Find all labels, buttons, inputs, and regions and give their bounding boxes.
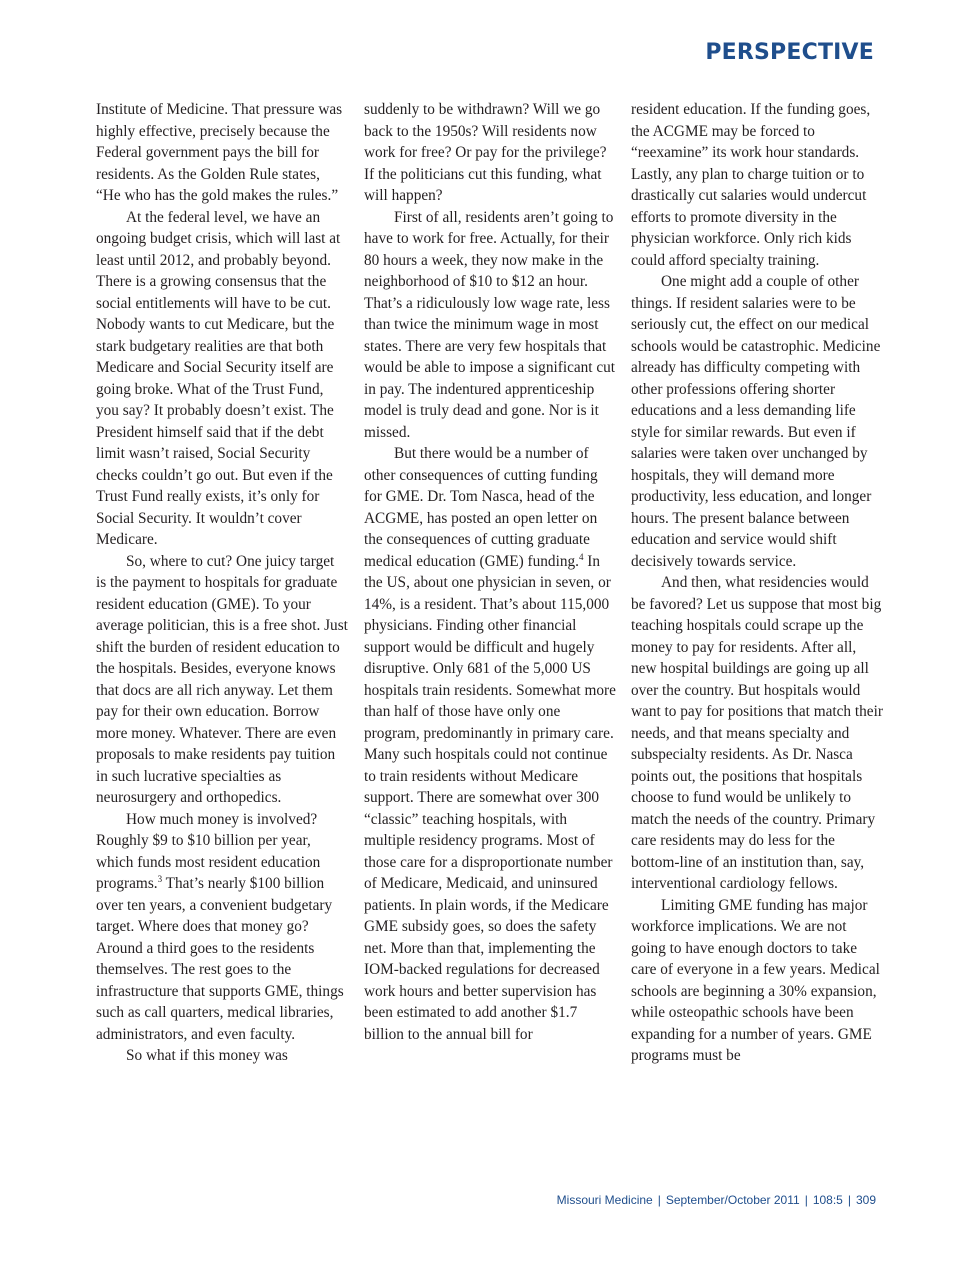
text-column-1 (96, 99, 348, 1067)
footer-volume: 108:5 (812, 1193, 843, 1207)
paragraph-text: In the US, about one physician in seven, or 14%, is a resident. That’s about 115,000 physicians. Finding other financial support would be difficult and hugely disruptive. Only 681 of the 5,000 US hospitals train residents. Somewhat more than half of those have only one program, predominantly in primary care. Many such hospitals could not continue to train residents without Medicare support. There are somewhat over 300 “classic” teaching hospitals, with multiple residency programs. Most of those care for a disproportionate number of Medicare, Medicaid, and uninsured patients. In plain words, if the Medicare GME subsidy goes, so does the safety net. More than that, implementing the IOM-backed regulations for decreased work hours and better supervision has been estimated to add another $1.7 billion to the annual bill for (364, 552, 616, 1043)
paragraph-text: How much money is involved? Roughly $9 to $10 billion per year, which funds most resident education programs. (96, 810, 321, 892)
section-header: PERSPECTIVE (705, 40, 874, 65)
paragraph: Institute of Medicine. That pressure was highly effective, precisely because the Federal government pays the bill for residents. As the Golden Rule states, “He who has the gold makes the rules.” (96, 101, 343, 204)
paragraph: So what if this money was (126, 1047, 288, 1064)
paragraph-text: But there would be a number of other consequences of cutting funding for GME. Dr. Tom Nasca, head of the ACGME, has posted an open letter on the consequences of cutting graduate medical education (GME) funding. (364, 445, 598, 570)
text-column-2 (364, 99, 616, 1045)
text-column-3 (631, 99, 883, 1067)
paragraph: suddenly to be withdrawn? Will we go back to the 1950s? Will residents now work for free? Or pay for the privilege? If the politicians cut this funding, what will happen? (364, 101, 607, 204)
citation-ref-3: 3 (157, 874, 163, 884)
citation-ref-4: 4 (578, 551, 584, 562)
paragraph (96, 809, 348, 1046)
paragraph: One might add a couple of other things. If resident salaries were to be seriously cut, the effect on our medical schools would be catastrophic. Medicine already has difficulty competing with other professions offering shorter educations and a less demanding life style for similar rewards. But even if salaries were taken over unchanged by hospitals, they will demand more productivity, less education, and longer hours. The present balance between education and service would shift decisively towards service. (631, 273, 881, 570)
paragraph: First of all, residents aren’t going to have to work for free. Actually, for their 80 hours a week, they now make in the neighborhood of $10 to $12 an hour. That’s a ridiculously low wage rate, less than twice the minimum wage in most states. There are very few hospitals that would be able to impose a significant cut in pay. The indentured apprenticeship model is truly dead and gone. Nor is it missed. (364, 208, 616, 441)
footer-issue: September/October 2011 (665, 1193, 800, 1207)
paragraph: resident education. If the funding goes, the ACGME may be forced to “reexamine” its work hour standards. Lastly, any plan to charge tuition or to drastically cut salaries would undercut efforts to promote diversity in the physician workforce. Only rich kids could afford specialty training. (631, 101, 871, 269)
footer-page-number: 309 (855, 1193, 876, 1207)
paragraph (364, 443, 616, 1045)
paragraph: At the federal level, we have an ongoing budget crisis, which will last at least until 2012, and probably beyond. There is a growing consensus that the social entitlements will have to be cut. Nobody wants to cut Medicare, but the stark budgetary realities are that both Medicare and Social Security itself are going broke. What of the Trust Fund, you say? It probably doesn’t exist. The President himself said that if the debt limit wasn’t raised, Social Security checks couldn’t go out. But even if the Trust Fund really exists, it’s only for Social Security. It wouldn’t cover Medicare. (96, 208, 341, 548)
paragraph: Limiting GME funding has major workforce implications. We are not going to have enough doctors to take care of everyone in a few years. Medical schools are beginning a 30% expansion, while osteopathic schools have been expanding for a number of years. GME programs must be (631, 896, 880, 1064)
footer-journal: Missouri Medicine (556, 1193, 653, 1207)
paragraph: And then, what residencies would be favored? Let us suppose that most big teaching hospitals could scrape up the money to pay for residents. After all, new hospital buildings are going up all over the country. But hospitals would want to pay for positions that match their needs, and that means specialty and subspecialty residents. As Dr. Nasca points out, the positions that hospitals choose to fund would be unlikely to match the needs of the country. Primary care residents may do less for the bottom-line of an institution than, say, interventional cardiology fellows. (631, 574, 883, 892)
paragraph-text: That’s nearly $100 billion over ten years, a convenient budgetary target. Where does that money go? Around a third goes to the residents themselves. The rest goes to the infrastructure that supports GME, things such as call quarters, medical libraries, administrators, and even faculty. (96, 875, 344, 1043)
page-footer: Missouri Medicine | September/October 2011 | 108:5 | 309 (556, 1193, 876, 1207)
paragraph: So, where to cut? One juicy target is the payment to hospitals for graduate resident education (GME). To your average politician, this is a free shot. Just shift the burden of resident education to the hospitals. Besides, everyone knows that docs are all rich anyway. Let them pay for their own education. Borrow more money. Whatever. There are even proposals to make residents pay tuition in such lucrative specialties as neurosurgery and orthopedics. (96, 552, 348, 806)
